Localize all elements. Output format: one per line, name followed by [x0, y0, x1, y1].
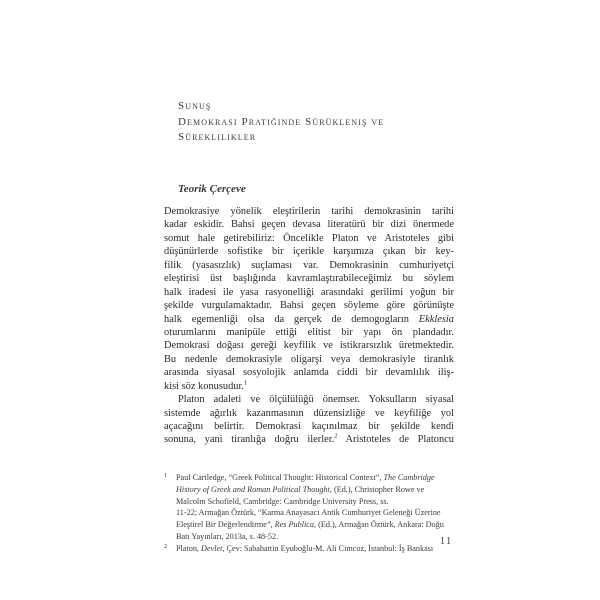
body-line: kadar eskidir. Bahsi geçen devasa literatürü bir dizi önermede [164, 219, 454, 231]
body-line-text: Aristoteles de Platoncu [337, 434, 454, 446]
body-line [164, 313, 454, 326]
footnote-line: Malcolm Schofield, Cambridge: Cambridge University Press, ss. [176, 496, 389, 506]
body-line: düşünürlerde sofistike bir içerikle karşımıza çıkan bir key- [164, 246, 454, 258]
footnote-line: Batı Yayınları, 2013a, s. 48-52. [176, 531, 279, 541]
body-line: eleştirisi üst başlığında kavramlaştırabileceğimiz bu söylem [164, 273, 454, 285]
footnote-text: , (Ed.), Armağan Öztürk, Ankara: Doğu [314, 520, 444, 530]
body-line-text: halk egemenliği olsa da gerçek de demogogların [164, 313, 419, 325]
ekklesia-term: Ekklesia [418, 313, 454, 325]
body-line: Platon adaleti ve ölçülülüğü önemser. Yoksulların siyasal [178, 394, 454, 406]
footnote-text: Paul Cartledge, “Greek Political Thought: Historical Context”, [176, 473, 384, 482]
footnote-line: 11-22; Armağan Öztürk, “Karma Anayasacı Antik Cumhuriyet Geleneği Üzerine [176, 508, 441, 518]
footnotes [164, 472, 456, 555]
body-line [164, 380, 454, 393]
footnote-text: Eleştirel Bir Değerlendirme”, [176, 520, 275, 530]
body-line: Demokrasiye yönelik eleştirilerin tarihi demokrasinin tarihi [164, 206, 454, 217]
body-line: açacağını belirtir. Demokrasi kaçınılmaz bir şekilde kendi [164, 421, 454, 432]
body-line: filik (yasasızlık) suçlaması var. Demokrasinin cumhuriyetçi [164, 259, 454, 271]
footnote-line [176, 472, 456, 484]
body-line: Bu nedenle demokrasiyle oligarşi veya demokrasiyle tiranlık [164, 353, 454, 365]
body-line: Demokrasi doğası gereği keyfilik ve istikrarsızlık üretmektedir. [164, 340, 454, 352]
chapter-label: Sunuş [178, 100, 212, 112]
body-line-text: sonuna, yani tiranlığa doğru ilerler. [164, 434, 335, 446]
footnote-text: , Çev: Sabahattin Eyuboğlu-M. Ali Cimcoz, İstanbul: İş Bankası [222, 543, 434, 553]
footnote-ref-2[interactable]: 2 [334, 433, 338, 440]
footnote-text: , (Ed.), Christopher Rowe ve [329, 484, 425, 494]
footnote-2 [164, 543, 456, 555]
body-line-text: kisi söz konusudur. [164, 380, 244, 392]
footnote-1 [164, 472, 456, 543]
footnote-ref-1[interactable]: 1 [243, 379, 248, 387]
footnote-italic: History of Greek and Roman Political Thought [176, 484, 330, 494]
footnote-number: 2 [164, 542, 168, 550]
chapter-heading [178, 99, 384, 146]
footnote-italic: Devlet [201, 543, 223, 553]
footnote-number: 1 [164, 472, 168, 479]
footnote-italic: Res Publica [274, 520, 315, 530]
body-line: şekilde vurgulamaktadır. Bahsi geçen söyleme göre görünüşte [164, 300, 454, 312]
footnote-italic: The Cambridge [383, 473, 435, 482]
body-line: sistemde ağırlık kazanmasının düzensizliğe ve keyfiliğe yol [164, 407, 454, 419]
body-line: somut hale getirebiliriz: Öncelikle Platon ve Aristoteles gibi [164, 232, 454, 244]
footnote-line [176, 543, 456, 555]
body-line: halk iradesi ile yasa rasyonelliği arasındaki gerilimi yoğun bir [164, 286, 454, 298]
footnote-line [176, 519, 456, 531]
body-line: arasında siyasal sosyolojik anlamda ciddi bir devamlılık iliş- [164, 367, 454, 379]
footnote-line [176, 484, 456, 496]
chapter-title-line-1: Demokrasi Pratiğinde Sürükleniş ve [178, 115, 385, 128]
footnote-text: Platon, [176, 543, 202, 553]
chapter-title-line-2: Süreklilikler [178, 131, 257, 143]
body-line: oturumlarını manipüle ettiği elitist bir yapı ön plandadır. [164, 326, 454, 338]
body-line [164, 433, 454, 446]
body-text [164, 205, 454, 447]
page-number: 11 [440, 536, 453, 547]
section-title: Teorik Çerçeve [178, 183, 246, 195]
